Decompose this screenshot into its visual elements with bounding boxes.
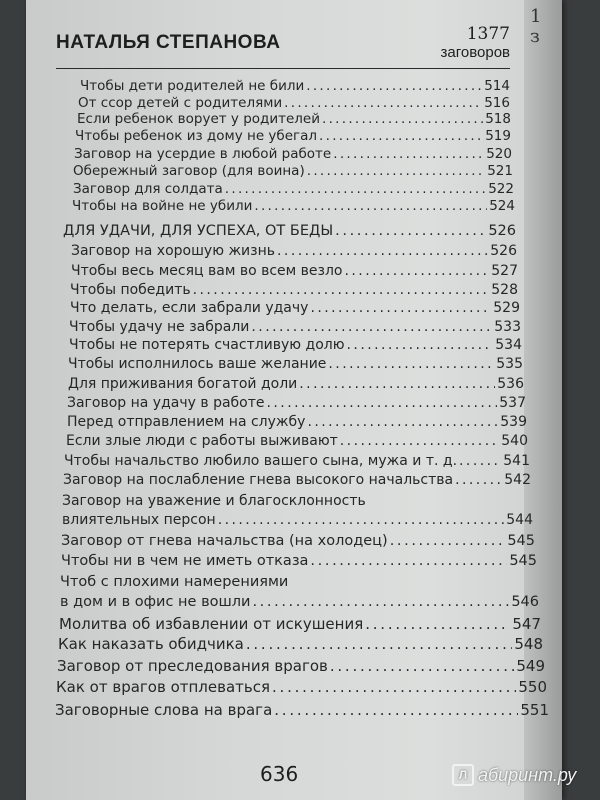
toc-entry-title: Перед отправлением на службу bbox=[67, 414, 306, 430]
dot-leader bbox=[252, 594, 509, 610]
dot-leader bbox=[307, 163, 485, 179]
toc-page-number: 526 bbox=[488, 223, 516, 239]
toc-entry-title: Чтобы победить bbox=[70, 282, 191, 298]
toc-page-number: 540 bbox=[501, 433, 528, 449]
toc-page-number: 519 bbox=[485, 128, 511, 144]
toc-page-number: 522 bbox=[488, 181, 514, 197]
toc-entry bbox=[57, 657, 545, 675]
toc-page-number: 527 bbox=[491, 263, 518, 279]
toc-entry bbox=[68, 376, 524, 392]
toc-page-number: 516 bbox=[484, 95, 510, 111]
toc-entry-title: Что делать, если забрали удачу bbox=[70, 300, 309, 316]
dot-leader bbox=[218, 512, 505, 528]
dot-leader bbox=[330, 657, 515, 675]
toc-page-number: 535 bbox=[496, 356, 523, 372]
watermark-text: абиринт.ру bbox=[478, 764, 577, 785]
toc-page-number: 536 bbox=[497, 376, 524, 392]
toc-entry-title: ДЛЯ УДАЧИ, ДЛЯ УСПЕХА, ОТ БЕДЫ bbox=[63, 223, 334, 239]
dot-leader bbox=[310, 553, 507, 569]
toc-entry bbox=[63, 472, 531, 488]
dot-leader bbox=[322, 111, 483, 127]
dot-leader bbox=[333, 146, 484, 162]
dot-leader bbox=[459, 453, 501, 469]
dot-leader bbox=[246, 635, 513, 653]
toc-entry bbox=[69, 337, 522, 353]
dot-leader bbox=[274, 701, 518, 719]
toc-page-number: 521 bbox=[487, 163, 513, 179]
toc-entry bbox=[60, 594, 539, 610]
toc-entry bbox=[67, 414, 527, 430]
toc-page-number: 514 bbox=[484, 78, 510, 94]
toc-entry bbox=[75, 128, 511, 144]
dot-leader bbox=[340, 433, 499, 449]
toc-entry-title: Чтобы весь месяц вам во всем везло bbox=[71, 263, 343, 279]
dot-leader bbox=[277, 243, 488, 259]
toc-entry-title: влиятельных персон bbox=[62, 512, 216, 528]
dot-leader bbox=[390, 533, 506, 549]
toc-entry-title: Чтобы исполнилось ваше желание bbox=[68, 356, 327, 372]
toc-entry bbox=[70, 282, 518, 298]
toc-entry bbox=[74, 146, 512, 162]
toc-page-number: 548 bbox=[514, 635, 543, 653]
dot-leader bbox=[284, 95, 482, 111]
labirint-watermark bbox=[452, 764, 576, 786]
author-name: НАТАЛЬЯ СТЕПАНОВА bbox=[56, 32, 281, 53]
toc-section-heading bbox=[63, 223, 516, 239]
toc-entry bbox=[61, 533, 535, 549]
book-number: 1377 bbox=[466, 24, 510, 44]
toc-entry-title: Заговор на усердие в любой работе bbox=[74, 146, 332, 162]
toc-entry-title: Чтобы ни в чем не иметь отказа bbox=[61, 553, 309, 569]
toc-page-number: 526 bbox=[490, 243, 517, 259]
labirint-logo-icon: Л bbox=[452, 764, 474, 786]
toc-entry bbox=[56, 678, 547, 696]
toc-page-number: 539 bbox=[500, 414, 527, 430]
dot-leader bbox=[299, 376, 495, 392]
dot-leader bbox=[251, 319, 492, 335]
toc-entry-title: Чтобы начальство любило вашего сына, мужа и т. д. bbox=[64, 453, 458, 469]
dot-leader bbox=[335, 223, 486, 239]
toc-entry-title: Заговор на удачу в работе bbox=[67, 395, 265, 411]
dot-leader bbox=[272, 678, 516, 696]
toc-entry-title: в дом и в офис не вошли bbox=[60, 594, 251, 610]
toc-entry bbox=[71, 263, 518, 279]
toc-page-number: 550 bbox=[518, 678, 547, 696]
toc-entry bbox=[77, 111, 511, 127]
toc-entry bbox=[69, 319, 521, 335]
dot-leader bbox=[455, 472, 502, 488]
toc-page-number: 524 bbox=[489, 198, 515, 214]
toc-entry-title: Заговор от преследования врагов bbox=[57, 657, 328, 675]
toc-page-number: 541 bbox=[503, 453, 530, 469]
toc-entry bbox=[80, 78, 510, 94]
toc-entry bbox=[73, 181, 514, 197]
toc-page-number: 545 bbox=[507, 533, 535, 549]
toc-entry bbox=[58, 635, 543, 653]
dot-leader bbox=[328, 356, 494, 372]
toc-page-number: 533 bbox=[494, 319, 521, 335]
dot-leader bbox=[310, 300, 491, 316]
edge-fragment: 1 bbox=[530, 6, 542, 27]
dot-leader bbox=[345, 263, 490, 279]
toc-entry-title: Заговор на уважение и благосклонность bbox=[62, 493, 366, 509]
dot-leader bbox=[319, 128, 483, 144]
toc-page-number: 528 bbox=[491, 282, 518, 298]
toc-page-number: 549 bbox=[516, 657, 545, 675]
toc-entry-title: Чтоб с плохими намерениями bbox=[60, 574, 289, 590]
toc-entry-title: Для приживания богатой доли bbox=[68, 376, 298, 392]
toc-entry-title: Как наказать обидчика bbox=[58, 635, 244, 653]
edge-fragment: з bbox=[530, 26, 540, 47]
toc-entry-title: Обережный заговор (для воина) bbox=[73, 163, 305, 179]
toc-page-number: 534 bbox=[495, 337, 522, 353]
toc-entry-title: Чтобы на войне не убили bbox=[72, 198, 253, 214]
page-number: 636 bbox=[260, 762, 299, 786]
dot-leader bbox=[193, 282, 490, 298]
dot-leader bbox=[365, 615, 510, 633]
toc-entry bbox=[61, 553, 537, 569]
toc-entry bbox=[67, 395, 526, 411]
toc-page-number: 529 bbox=[493, 300, 520, 316]
toc-page-number: 537 bbox=[499, 395, 526, 411]
toc-entry-title: Чтобы ребенок из дому не убегал bbox=[75, 128, 318, 144]
toc-entry-title: Чтобы не потерять счастливую долю bbox=[69, 337, 345, 353]
toc-entry bbox=[55, 701, 549, 719]
toc-page-number: 545 bbox=[509, 553, 537, 569]
toc-page-number: 546 bbox=[511, 594, 539, 610]
toc-page-number: 518 bbox=[485, 111, 511, 127]
toc-entry bbox=[78, 95, 510, 111]
toc-entry bbox=[71, 243, 517, 259]
toc-entry bbox=[59, 615, 541, 633]
toc-entry-title: Чтобы удачу не забрали bbox=[69, 319, 250, 335]
dot-leader bbox=[267, 395, 498, 411]
toc-entry-title: Если злые люди с работы выживают bbox=[66, 433, 338, 449]
toc-entry bbox=[72, 198, 515, 214]
toc-entry bbox=[73, 163, 513, 179]
toc-entry bbox=[64, 453, 530, 469]
toc-entry-title: Заговор для солдата bbox=[73, 181, 223, 197]
dot-leader bbox=[306, 78, 482, 94]
toc-entry-title: От ссор детей с родителями bbox=[78, 95, 283, 111]
toc-entry-title: Заговорные слова на врага bbox=[55, 701, 273, 719]
toc-entry bbox=[68, 356, 523, 372]
book-word: заговоров bbox=[440, 44, 510, 61]
dot-leader bbox=[254, 198, 487, 214]
toc-entry bbox=[66, 433, 528, 449]
toc-entry-title: Если ребенок ворует у родителей bbox=[77, 111, 321, 127]
toc-entry-title: Молитва об избавлении от искушения bbox=[59, 615, 364, 633]
toc-page-number: 520 bbox=[486, 146, 512, 162]
toc-entry-title: Заговор на послабление гнева высокого начальства bbox=[63, 472, 454, 488]
toc-entry bbox=[62, 512, 533, 528]
toc-page-number: 551 bbox=[520, 701, 549, 719]
toc-page-number: 544 bbox=[506, 512, 533, 528]
toc-entry-title: Заговор от гнева начальства (на холодец) bbox=[61, 533, 388, 549]
dot-leader bbox=[307, 414, 498, 430]
toc-entry bbox=[70, 300, 520, 316]
dot-leader bbox=[347, 337, 494, 353]
toc-page-number: 542 bbox=[504, 472, 531, 488]
toc-entry-title: Чтобы дети родителей не били bbox=[80, 78, 305, 94]
toc-entry-title: Заговор на хорошую жизнь bbox=[71, 243, 276, 259]
dot-leader bbox=[225, 181, 486, 197]
toc-entry-title: Как от врагов отплеваться bbox=[56, 678, 270, 696]
toc-page-number: 547 bbox=[512, 615, 541, 633]
